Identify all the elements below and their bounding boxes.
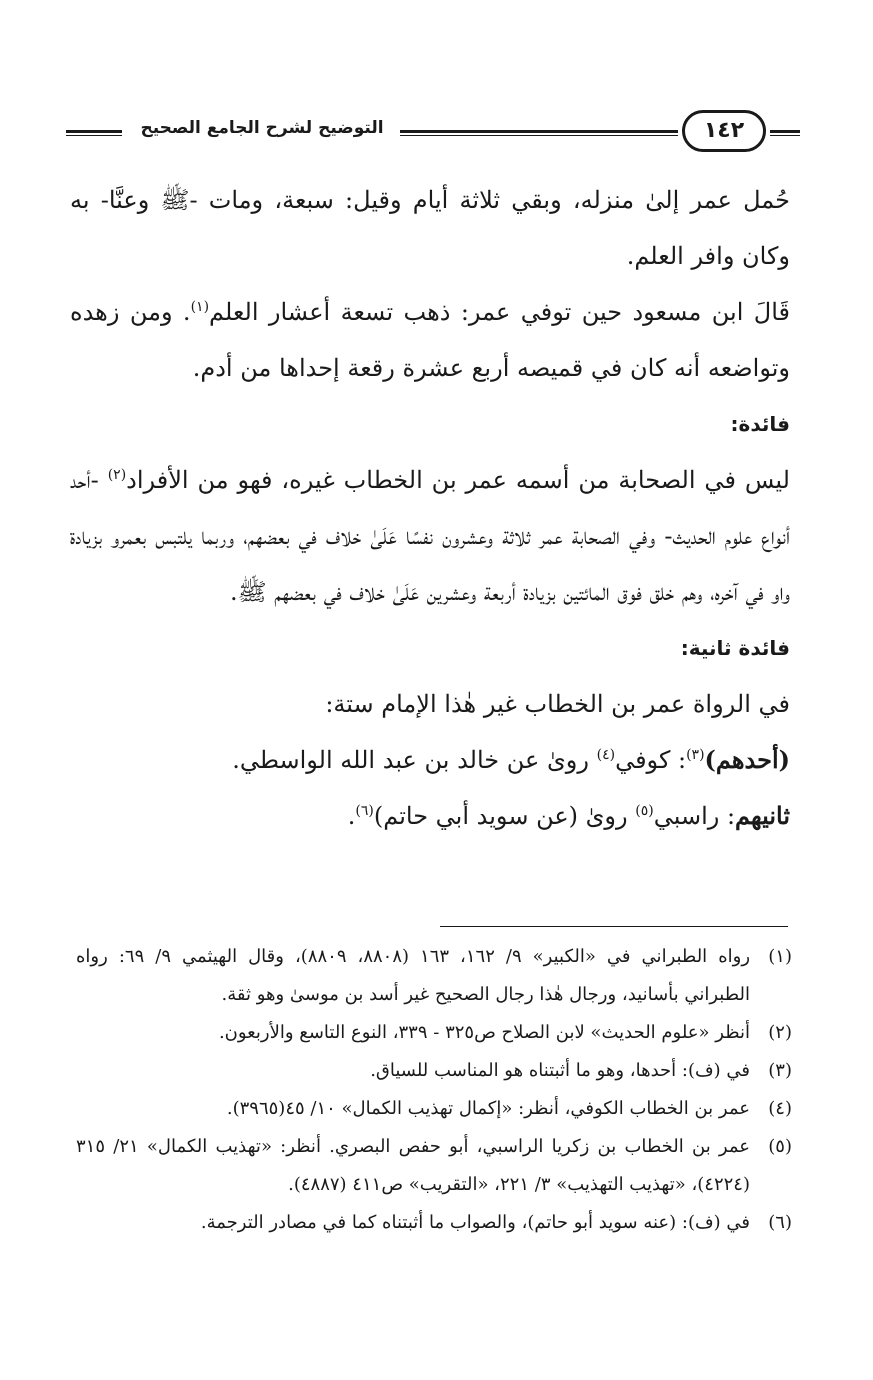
footnote-ref-2: (٢) bbox=[107, 467, 127, 483]
footnote-separator bbox=[440, 926, 788, 927]
footnote-text: عمر بن الخطاب الكوفي، أنظر: «إكمال تهذيب الكمال» ١٠/ ٤٥(٣٩٦٥). bbox=[226, 1098, 750, 1119]
footnote-number: (٢) bbox=[768, 1022, 792, 1043]
footnote-number: (٣) bbox=[768, 1060, 792, 1081]
footnote-item bbox=[76, 1014, 792, 1052]
paragraph-5-text-1: : كوفي bbox=[615, 746, 687, 774]
page-number: ١٤٢ bbox=[682, 110, 766, 152]
footnote-item bbox=[76, 1090, 792, 1128]
page-header bbox=[62, 108, 800, 160]
paragraph-2-rest: . ومن زهده وتواضعه أنه كان في قميصه أربع عشرة رقعة إحداها من أدم. bbox=[70, 298, 790, 382]
paragraph-5-text-2: روىٰ عن خالد بن عبد الله الواسطي. bbox=[232, 746, 597, 774]
paragraph-2-text: قَالَ ابن مسعود حين توفي عمر: ذهب تسعة أعشار العلم bbox=[209, 298, 790, 326]
header-rule-middle bbox=[400, 130, 678, 136]
paragraph-3 bbox=[70, 452, 790, 620]
footnote-text: في (ف): أحدها، وهو ما أثبتناه هو المناسب للسياق. bbox=[370, 1060, 750, 1081]
footnote-ref-1: (١) bbox=[190, 299, 210, 315]
footnote-number: (٤) bbox=[768, 1098, 792, 1119]
header-rule-right bbox=[770, 130, 800, 136]
section-heading-1: فائدة: bbox=[730, 412, 790, 436]
paragraph-6-end: . bbox=[347, 802, 356, 830]
main-text bbox=[70, 172, 790, 844]
footnotes bbox=[76, 938, 792, 1242]
narrator-first-label: (أحدهم) bbox=[704, 745, 790, 774]
footnote-item bbox=[76, 938, 792, 1014]
header-rule-left bbox=[66, 130, 122, 136]
footnote-text: في (ف): (عنه سويد أبو حاتم)، والصواب ما أثبتناه كما في مصادر الترجمة. bbox=[200, 1212, 750, 1233]
footnote-number: (٥) bbox=[768, 1136, 792, 1157]
narrator-second-label: ثانيهم bbox=[735, 801, 790, 830]
footnote-text: أنظر «علوم الحديث» لابن الصلاح ص٣٢٥ - ٣٣٩، النوع التاسع والأربعون. bbox=[218, 1022, 750, 1043]
paragraph-6-text-1: : راسبي bbox=[653, 802, 736, 830]
footnote-number: (١) bbox=[768, 946, 792, 967]
footnote-ref-5: (٥) bbox=[635, 803, 654, 819]
footnote-number: (٦) bbox=[768, 1212, 792, 1233]
footnote-ref-4: (٤) bbox=[596, 747, 616, 763]
footnote-text: عمر بن الخطاب بن زكريا الراسبي، أبو حفص البصري. أنظر: «تهذيب الكمال» ٢١/ ٣١٥ (٤٢٢٤)، «تهذيب التهذيب» ٣/ ٢٢١، «التقريب» ص٤١١ (٤٨٨٧). bbox=[76, 1136, 751, 1195]
paragraph-6 bbox=[70, 788, 790, 844]
paragraph-1: حُمل عمر إلىٰ منزله، وبقي ثلاثة أيام وقيل: سبعة، ومات -ﷺ وعنَّا- به وكان وافر العلم. bbox=[70, 186, 790, 270]
footnote-item bbox=[76, 1204, 792, 1242]
paragraph-6-text-2: روىٰ (عن سويد أبي حاتم) bbox=[373, 802, 636, 830]
footnote-text: رواه الطبراني في «الكبير» ٩/ ١٦٢، ١٦٣ (٨٨٠٨، ٨٨٠٩)، وقال الهيثمي ٩/ ٦٩: رواه الطبراني بأسانيد، ورجال هٰذا رجال الصحيح غير أسد بن موسىٰ وهو ثقة. bbox=[76, 946, 751, 1005]
footnote-item bbox=[76, 1128, 792, 1204]
section-heading-2: فائدة ثانية: bbox=[680, 636, 790, 660]
paragraph-3-rest: -أحد أنواع علوم الحديث- وفي الصحابة عمر ثلاثة وعشرون نفسًا عَلَىٰ خلاف في بعضهم، وربما يلتبس بعمرو بزيادة واو في آخره، وهم خلق فوق المائتين بزيادة أربعة وعشرين عَلَىٰ خلاف في بعضهم ﷺ. bbox=[70, 466, 790, 606]
footnote-ref-6: (٦) bbox=[355, 803, 374, 819]
book-title: التوضيح لشرح الجامع الصحيح bbox=[140, 118, 384, 138]
footnote-ref-3: (٣) bbox=[686, 747, 705, 763]
paragraph-4: في الرواة عمر بن الخطاب غير هٰذا الإمام ستة: bbox=[325, 690, 790, 718]
footnote-item bbox=[76, 1052, 792, 1090]
paragraph-2 bbox=[70, 284, 790, 396]
paragraph-3-text: ليس في الصحابة من أسمه عمر بن الخطاب غيره، فهو من الأفراد bbox=[126, 466, 790, 494]
paragraph-5 bbox=[70, 732, 790, 788]
